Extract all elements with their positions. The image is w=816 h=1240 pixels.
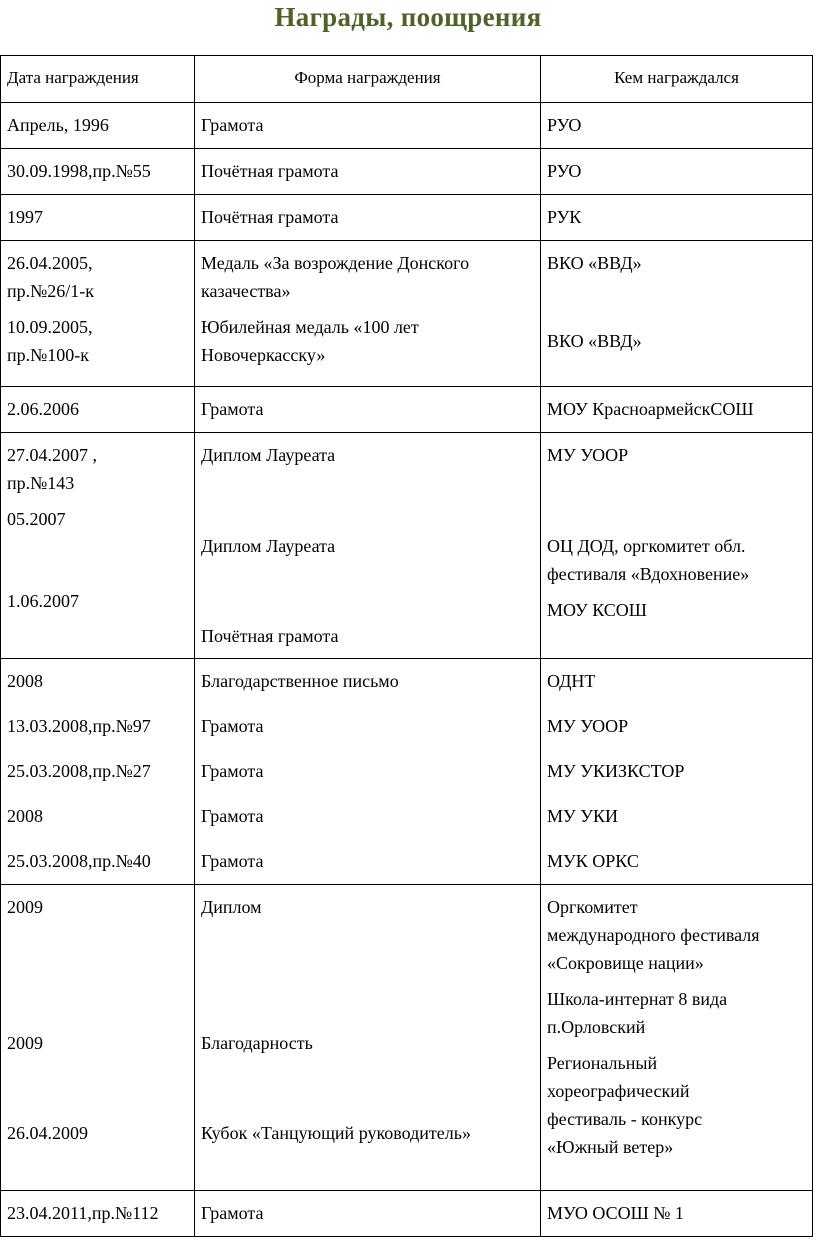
cell-form: [195, 103, 541, 149]
cell-by: [541, 103, 813, 149]
table-header-row: [1, 56, 813, 103]
table-row: [1, 433, 813, 659]
cell-by: [541, 387, 813, 433]
form-entry: Почётная грамота: [201, 207, 339, 227]
form-entry: Грамота: [201, 761, 264, 781]
header-by: Кем награждался: [541, 56, 813, 103]
cell-date: [1, 433, 195, 659]
date-entry: 13.03.2008,пр.№97: [7, 716, 151, 736]
by-entry: Региональный хореографический фестиваль - конкурс «Южный ветер»: [547, 1053, 703, 1157]
form-entry: Кубок «Танцующий руководитель»: [201, 1123, 471, 1143]
by-entry: МУ УООР: [547, 445, 629, 465]
table-row: [1, 387, 813, 433]
table-row: [1, 149, 813, 195]
form-entry: Грамота: [201, 1203, 264, 1223]
table-row: [1, 103, 813, 149]
cell-date: [1, 195, 195, 241]
cell-date: [1, 149, 195, 195]
cell-date: [1, 103, 195, 149]
date-entry: 2008: [7, 806, 43, 826]
by-entry: ОЦ ДОД, оргкомитет обл. фестиваля «Вдохновение»: [547, 536, 750, 584]
date-entry: 27.04.2007 , пр.№143: [7, 445, 97, 493]
cell-by: [541, 659, 813, 885]
header-form: Форма награждения: [195, 56, 541, 103]
cell-date: [1, 659, 195, 885]
by-entry: Оргкомитет международного фестиваля «Сокровище нации»: [547, 897, 760, 973]
by-entry: ВКО «ВВД»: [547, 253, 642, 273]
date-entry: 23.04.2011,пр.№112: [7, 1203, 159, 1223]
table-row: [1, 195, 813, 241]
cell-by: [541, 195, 813, 241]
table-row: [1, 241, 813, 387]
awards-table: [0, 55, 813, 1237]
cell-by: [541, 241, 813, 387]
date-entry: 25.03.2008,пр.№40: [7, 851, 151, 871]
cell-form: [195, 241, 541, 387]
by-entry: РУО: [547, 115, 582, 135]
table-row: [1, 885, 813, 1191]
cell-date: [1, 387, 195, 433]
cell-form: [195, 885, 541, 1191]
form-entry: Почётная грамота: [201, 626, 339, 646]
form-entry: Медаль «За возрождение Донского казачества»: [201, 253, 470, 301]
by-entry: РУО: [547, 161, 582, 181]
cell-form: [195, 195, 541, 241]
by-entry: МУО ОСОШ № 1: [547, 1203, 684, 1223]
form-entry: Юбилейная медаль «100 лет Новочеркасску»: [201, 317, 419, 365]
form-entry: Грамота: [201, 716, 264, 736]
form-entry: Благодарственное письмо: [201, 671, 399, 691]
form-entry: Почётная грамота: [201, 161, 339, 181]
cell-date: [1, 1191, 195, 1237]
form-entry: Грамота: [201, 115, 264, 135]
by-entry: МУ УКИЗКСТОР: [547, 761, 685, 781]
form-entry: Диплом: [201, 897, 262, 917]
by-entry: МУ УООР: [547, 716, 629, 736]
by-entry: ВКО «ВВД»: [547, 331, 642, 351]
cell-form: [195, 1191, 541, 1237]
table-row: [1, 659, 813, 885]
cell-form: [195, 659, 541, 885]
date-entry: 2.06.2006: [7, 399, 79, 419]
by-entry: МОУ КСОШ: [547, 600, 647, 620]
cell-date: [1, 241, 195, 387]
date-entry: 1997: [7, 207, 43, 227]
date-entry: 2009: [7, 897, 43, 917]
date-entry: 30.09.1998,пр.№55: [7, 161, 151, 181]
cell-form: [195, 149, 541, 195]
table-row: [1, 1191, 813, 1237]
cell-form: [195, 387, 541, 433]
cell-form: [195, 433, 541, 659]
cell-date: [1, 885, 195, 1191]
form-entry: Диплом Лауреата: [201, 536, 336, 556]
cell-by: [541, 885, 813, 1191]
date-entry: 2008: [7, 671, 43, 691]
by-entry: МУК ОРКС: [547, 851, 639, 871]
date-entry: 26.04.2005, пр.№26/1-к: [7, 253, 95, 301]
date-entry: 05.2007: [7, 509, 66, 529]
by-entry: Школа-интернат 8 вида п.Орловский: [547, 989, 728, 1037]
by-entry: МОУ КрасноармейскСОШ: [547, 399, 754, 419]
cell-by: [541, 433, 813, 659]
date-entry: 26.04.2009: [7, 1123, 88, 1143]
cell-by: [541, 1191, 813, 1237]
form-entry: Диплом Лауреата: [201, 445, 336, 465]
date-entry: 25.03.2008,пр.№27: [7, 761, 151, 781]
header-date: Дата награждения: [1, 56, 195, 103]
date-entry: 1.06.2007: [7, 591, 79, 611]
by-entry: МУ УКИ: [547, 806, 618, 826]
cell-by: [541, 149, 813, 195]
by-entry: ОДНТ: [547, 671, 596, 691]
date-entry: 2009: [7, 1033, 43, 1053]
page-title: Награды, поощрения: [274, 2, 542, 32]
form-entry: Грамота: [201, 851, 264, 871]
form-entry: Грамота: [201, 399, 264, 419]
date-entry: Апрель, 1996: [7, 115, 109, 135]
date-entry: 10.09.2005, пр.№100-к: [7, 317, 93, 365]
form-entry: Грамота: [201, 806, 264, 826]
by-entry: РУК: [547, 207, 582, 227]
form-entry: Благодарность: [201, 1033, 313, 1053]
